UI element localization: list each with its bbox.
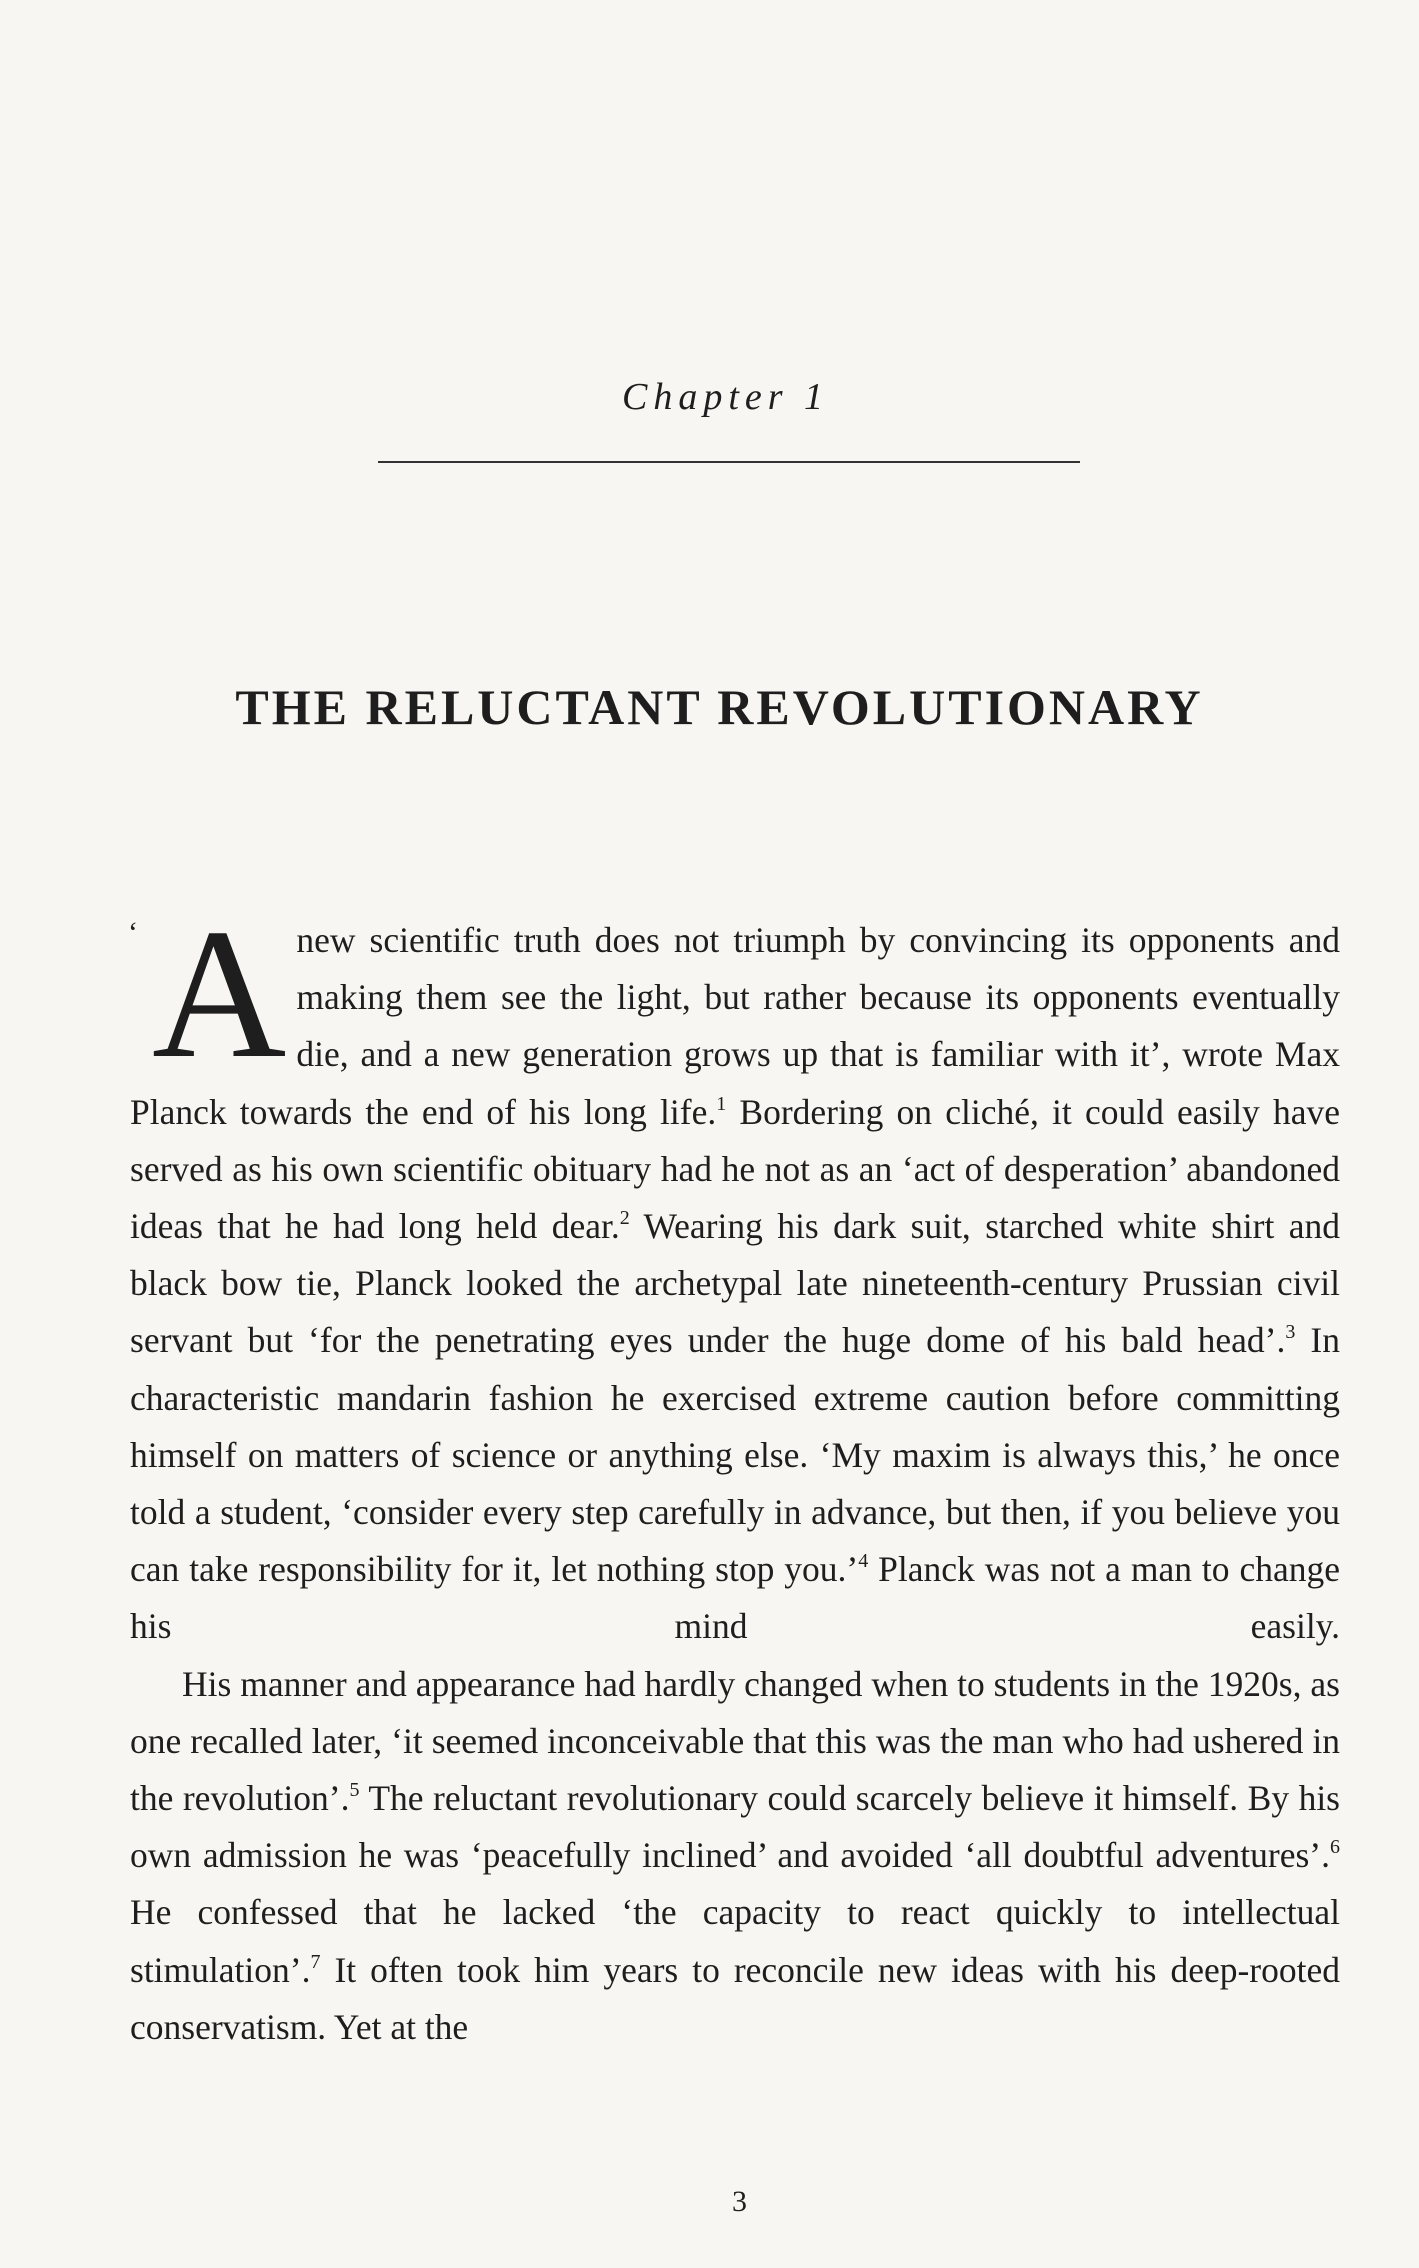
body-text [128, 891, 1341, 2056]
sentence: Bordering on cliché, it could easily have served as his own scientific obituary had he not as an ‘act of desperation’ abandoned ideas that he had long held dear. [130, 1091, 1340, 1247]
sentence: Wearing his dark suit, starched white shirt and black bow tie, Planck looked the archetypal late nineteenth-century Prussian civil servant but ‘for the penetrating eyes under the huge dome of his bald head’. [130, 1206, 1341, 1361]
footnote-ref: 2 [619, 1207, 630, 1230]
footnote-ref: 7 [310, 1950, 321, 1973]
footnote-ref: 4 [858, 1550, 869, 1573]
footnote-ref: 3 [1285, 1321, 1296, 1344]
chapter-title: THE RELUCTANT REVOLUTIONARY [235, 679, 1204, 735]
footnote-ref: 6 [1330, 1836, 1340, 1859]
sentence: Planck was not a man to change his mind easily. [130, 1549, 1340, 1647]
drop-cap: A [152, 891, 287, 1097]
page-number: 3 [732, 2185, 747, 2218]
chapter-label: Chapter 1 [621, 376, 830, 418]
sentence: In characteristic mandarin fashion he exercised extreme caution before committing himself on matters of science or anything else. ‘My maxim is always this,’ he once told a student, ‘consider every step carefully in advance, but then, if you believe you can take responsibility for it, let nothing stop you.’ [130, 1320, 1340, 1590]
paragraph-1 [128, 891, 1341, 1656]
sentence: His manner and appearance had hardly changed when to students in the 1920s, as one recalled later, ‘it seemed inconceivable that this was the man who had ushered in the revolution’. [130, 1663, 1340, 1819]
sentence: It often took him years to reconcile new ideas with his deep-rooted conservatism. Yet at the [130, 1949, 1340, 2047]
sentence: The reluctant revolutionary could scarcely believe it himself. By his own admission he was ‘peacefully inclined’ and avoided ‘all doubtful adventures’. [130, 1778, 1341, 1876]
footnote-ref: 1 [716, 1092, 727, 1115]
sentence: new scientific truth does not triumph by convincing its opponents and making them see the light, but rather because its opponents eventually die, and a new generation grows up that is familiar with it’, wrote Max Planck towards the end of his long life. [130, 920, 1340, 1132]
opening-quote-mark: ‘ [128, 916, 138, 949]
footnote-ref: 5 [349, 1779, 360, 1802]
paragraph-2 [130, 1656, 1340, 2056]
sentence: He confessed that he lacked ‘the capacity to react quickly to intellectual stimulation’. [130, 1892, 1340, 1990]
chapter-divider [378, 461, 1080, 463]
